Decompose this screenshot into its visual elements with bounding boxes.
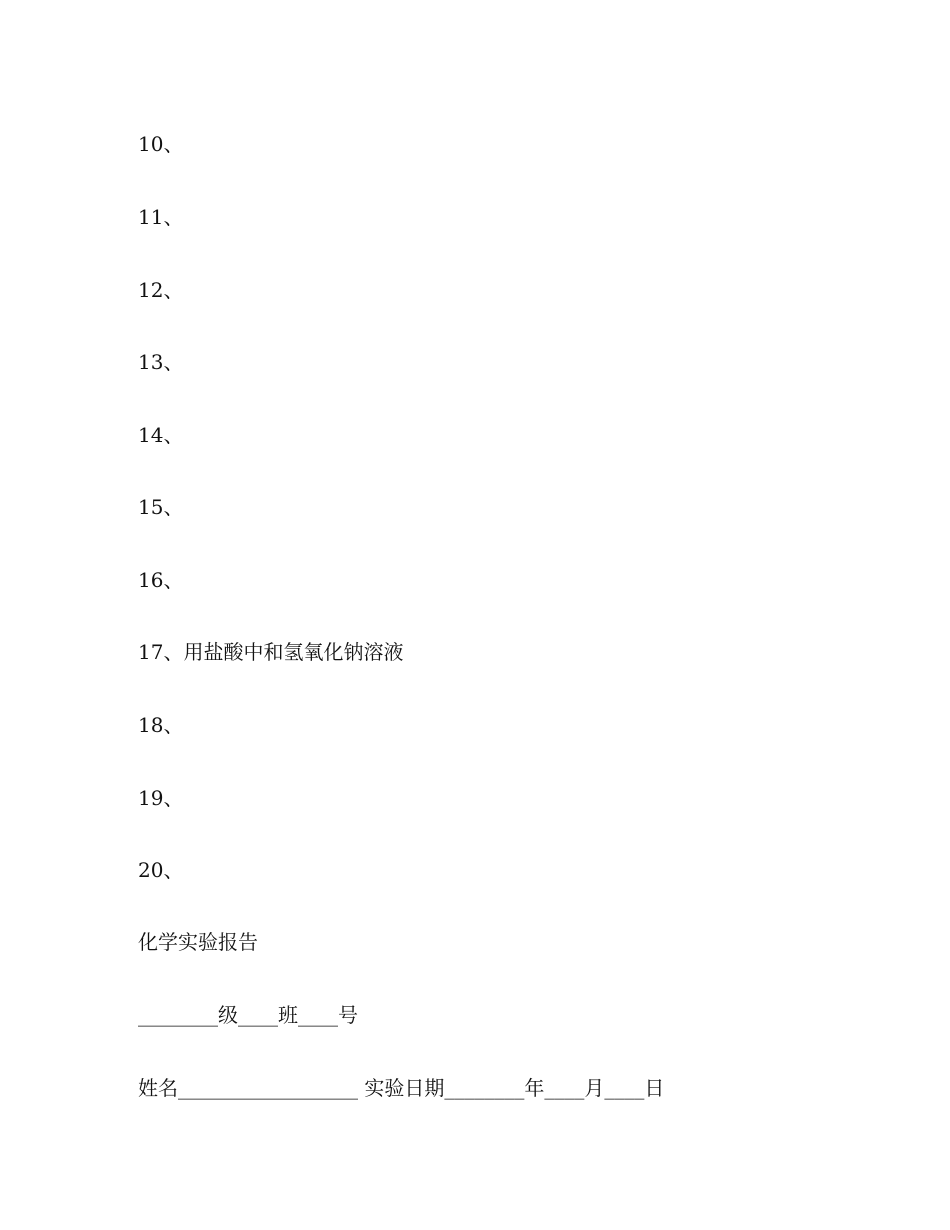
report-title: 化学实验报告 xyxy=(138,930,258,954)
list-item-15: 15、 xyxy=(138,495,184,519)
list-item-11: 11、 xyxy=(138,205,184,229)
name-date-line: 姓名__________________ 实验日期________年____月____日 xyxy=(138,1076,665,1100)
list-item-12: 12、 xyxy=(138,278,184,302)
class-info-line: ________级____班____号 xyxy=(138,1003,358,1027)
list-item-13: 13、 xyxy=(138,350,184,374)
list-item-19: 19、 xyxy=(138,786,184,810)
list-item-16: 16、 xyxy=(138,568,184,592)
list-item-20: 20、 xyxy=(138,858,184,882)
list-item-18: 18、 xyxy=(138,713,184,737)
list-item-14: 14、 xyxy=(138,423,184,447)
list-item-10: 10、 xyxy=(138,132,184,156)
list-item-17: 17、用盐酸中和氢氧化钠溶液 xyxy=(138,640,404,664)
